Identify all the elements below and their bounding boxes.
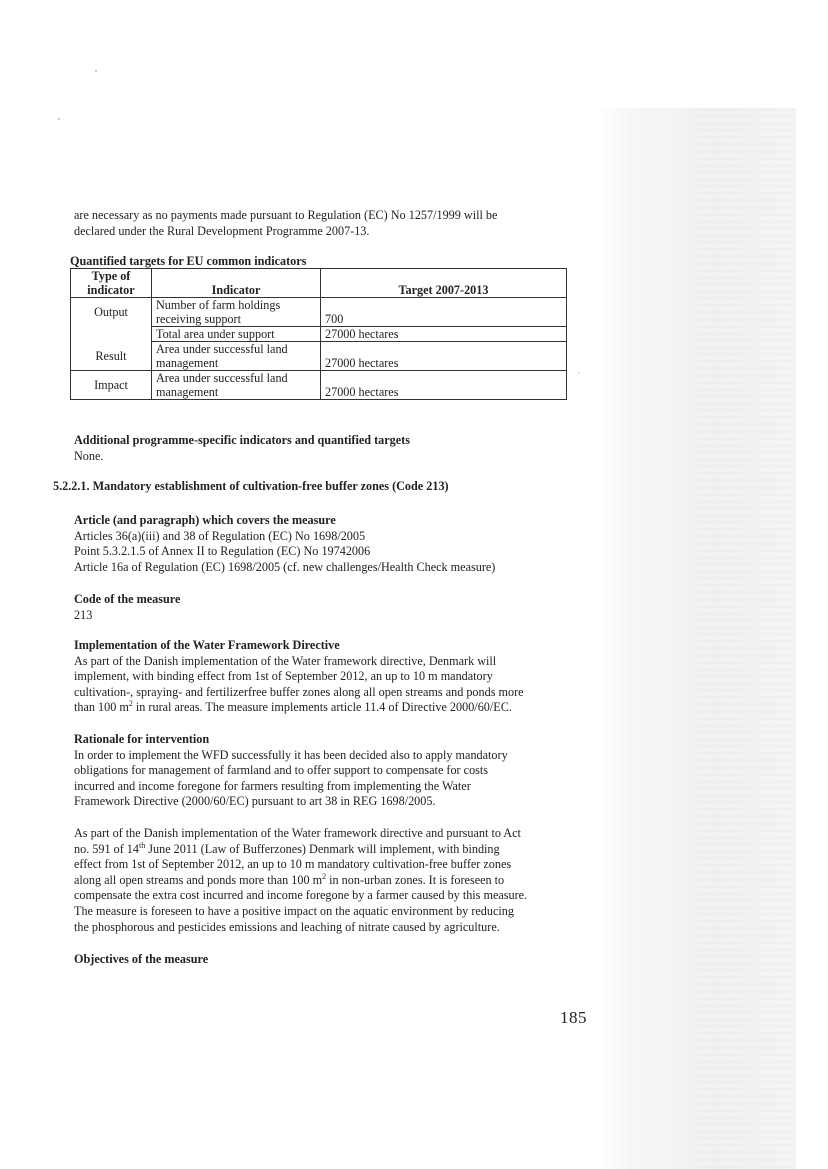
cell-type: Result (71, 342, 152, 371)
cell-type (71, 327, 152, 342)
cell-target: 27000 hectares (321, 371, 567, 400)
wfd-block (74, 638, 524, 716)
rationale-line: In order to implement the WFD successfully it has been decided also to apply mandatory (74, 747, 508, 762)
header-target: Target 2007-2013 (321, 269, 567, 298)
rationale-block (74, 732, 508, 810)
header-type (71, 269, 152, 298)
rationale-text: along all open streams and ponds more than 100 m (74, 872, 323, 887)
cell-indicator (152, 371, 321, 400)
rationale-heading: Rationale for intervention (74, 732, 210, 746)
superscript: th (139, 840, 146, 850)
rationale-line: Framework Directive (2000/60/EC) pursuant to art 38 in REG 1698/2005. (74, 794, 436, 809)
wfd-line: As part of the Danish implementation of the Water framework directive, Denmark will (74, 653, 497, 668)
article-line: Article 16a of Regulation (EC) 1698/2005 (cf. new challenges/Health Check measure) (74, 559, 496, 574)
table-row (71, 327, 567, 342)
table-title: Quantified targets for EU common indicators (70, 254, 307, 268)
rationale-line (74, 842, 527, 858)
cell-indicator (152, 298, 321, 327)
rationale-line: the phosphorous and pesticides emissions and leaching of nitrate caused by agriculture. (74, 919, 500, 934)
indicator-line: Area under successful land (156, 342, 288, 356)
article-line: Articles 36(a)(iii) and 38 of Regulation (EC) No 1698/2005 (74, 528, 366, 543)
wfd-text: than 100 m (74, 700, 129, 715)
rationale-line: incurred and income foregone for farmers resulting from implementing the Water (74, 778, 471, 793)
indicator-line: management (156, 385, 219, 399)
article-heading: Article (and paragraph) which covers the measure (74, 513, 336, 527)
cell-target: 700 (321, 298, 567, 327)
rationale-text: no. 591 of 14 (74, 841, 139, 856)
rationale-line: compensate the extra cost incurred and income foregone by a farmer caused by this measure. (74, 888, 528, 903)
intro-paragraph (74, 208, 497, 239)
rationale-line: effect from 1st of September 2012, an up to 10 m mandatory cultivation-free buffer zones (74, 857, 512, 872)
superscript: 2 (128, 699, 133, 709)
article-block (74, 513, 495, 575)
targets-table (70, 268, 567, 400)
intro-line: declared under the Rural Development Programme 2007-13. (74, 223, 370, 238)
cell-indicator (152, 342, 321, 371)
header-indicator: Indicator (152, 269, 321, 298)
indicator-line: Area under successful land (156, 371, 288, 385)
additional-text: None. (74, 448, 104, 463)
additional-heading: Additional programme-specific indicators and quantified targets (74, 433, 410, 447)
rationale-line: The measure is foreseen to have a positive impact on the aquatic environment by reducing (74, 903, 514, 918)
intro-line: are necessary as no payments made pursuant to Regulation (EC) No 1257/1999 will be (74, 208, 498, 222)
cell-type: Impact (71, 371, 152, 400)
wfd-heading: Implementation of the Water Framework Directive (74, 638, 340, 652)
objectives-heading: Objectives of the measure (74, 952, 209, 966)
wfd-line: cultivation-, spraying- and fertilizerfree buffer zones along all open streams and ponds more (74, 684, 524, 699)
code-block (74, 592, 180, 623)
cell-type: Output (71, 298, 152, 327)
wfd-line (74, 700, 524, 716)
rationale-line: obligations for management of farmland and to offer support to compensate for costs (74, 763, 489, 778)
section-heading: 5.2.2.1. Mandatory establishment of cultivation-free buffer zones (Code 213) (53, 479, 449, 493)
indicator-line: management (156, 356, 219, 370)
header-type-line: indicator (87, 283, 135, 297)
wfd-text: in rural areas. The measure implements article 11.4 of Directive 2000/60/EC. (132, 700, 512, 715)
indicator-line: Number of farm holdings (156, 298, 281, 312)
cell-target: 27000 hectares (321, 327, 567, 342)
indicator-line: receiving support (156, 312, 241, 326)
header-type-line: Type of (91, 269, 131, 283)
article-line: Point 5.3.2.1.5 of Annex II to Regulation (EC) No 19742006 (74, 544, 371, 559)
cell-indicator: Total area under support (152, 327, 321, 342)
code-value: 213 (74, 607, 93, 622)
additional-indicators (74, 433, 410, 464)
table-row (71, 342, 567, 371)
rationale-line: As part of the Danish implementation of the Water framework directive and pursuant to Act (74, 826, 521, 840)
table-row (71, 298, 567, 327)
rationale-text: in non-urban zones. It is foreseen to (326, 872, 505, 887)
rationale-text: June 2011 (Law of Bufferzones) Denmark will implement, with binding (145, 841, 500, 856)
rationale-paragraph-2 (74, 826, 527, 935)
table-header-row (71, 269, 567, 298)
table-row (71, 371, 567, 400)
page-number: 185 (560, 1008, 587, 1027)
wfd-line: implement, with binding effect from 1st of September 2012, an up to 10 m mandatory (74, 669, 493, 684)
cell-target: 27000 hectares (321, 342, 567, 371)
superscript: 2 (322, 871, 327, 881)
code-heading: Code of the measure (74, 592, 181, 606)
rationale-line (74, 873, 527, 889)
